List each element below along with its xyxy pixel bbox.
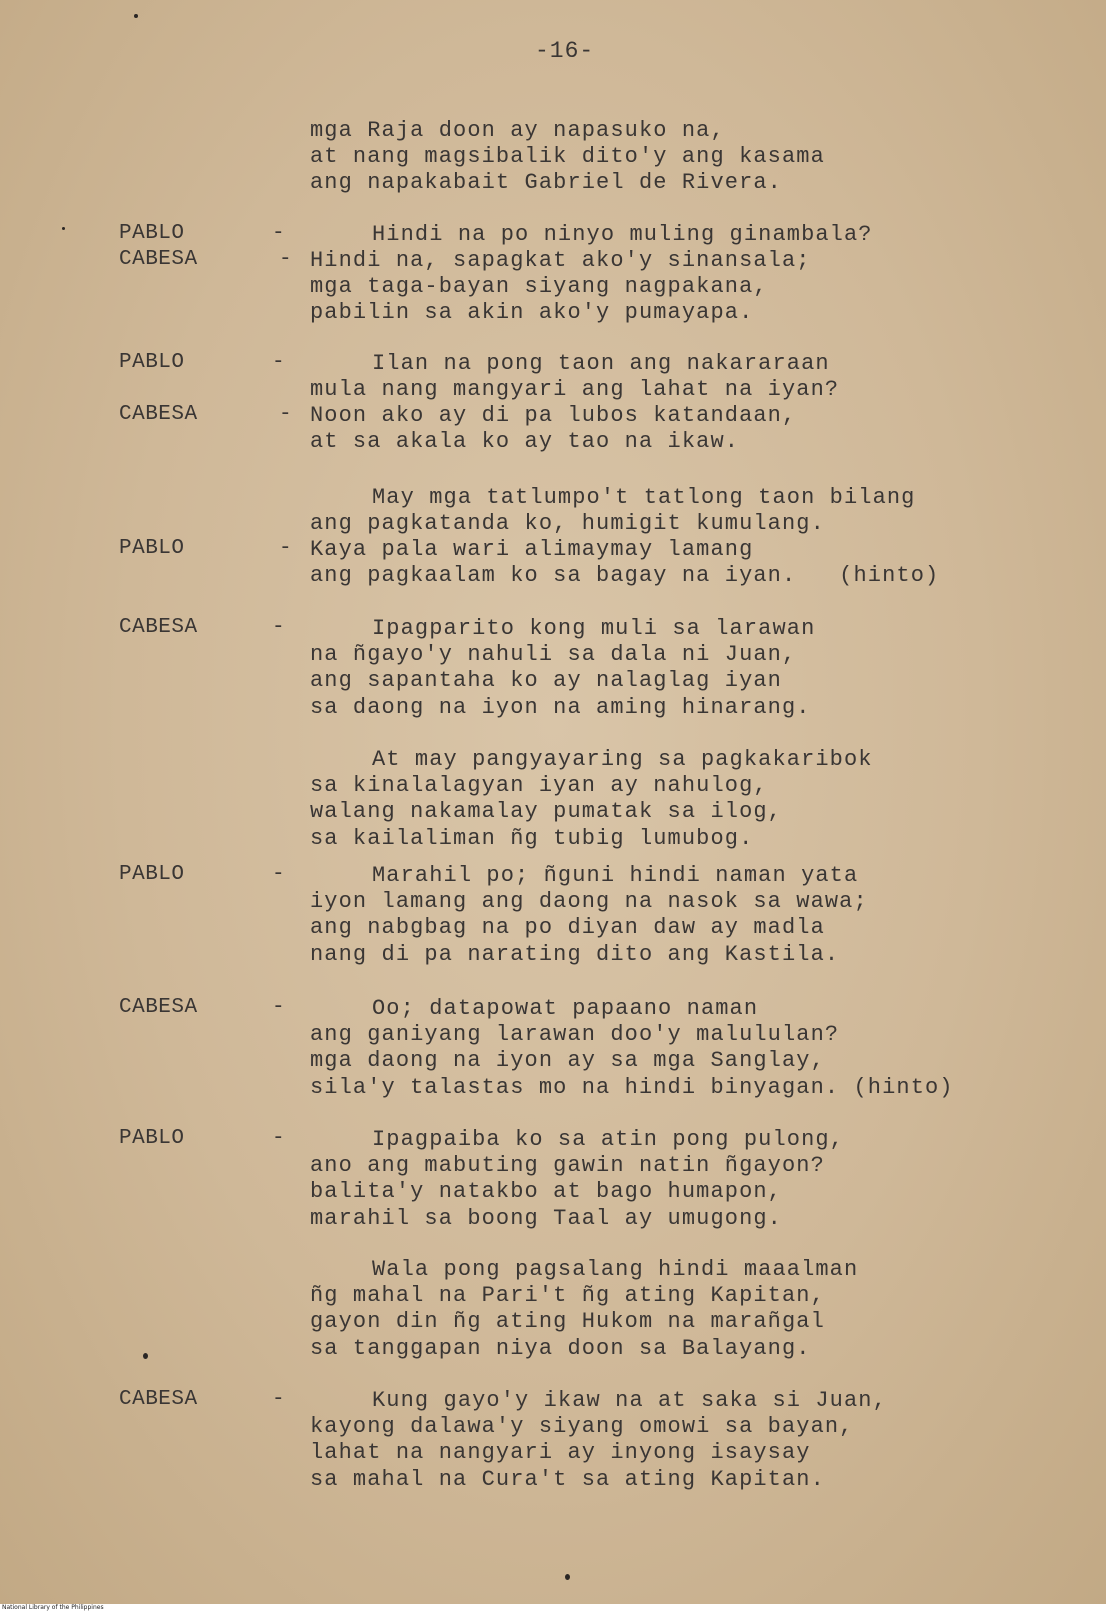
verse-line: Kung gayo'y ikaw na at saka si Juan,	[372, 1388, 887, 1413]
verse-line: Oo; datapowat papaano naman	[372, 996, 759, 1021]
speaker-name: CABESA	[119, 616, 198, 639]
verse-line: iyon lamang ang daong na nasok sa wawa;	[310, 889, 868, 915]
verse-line: ang sapantaha ko ay nalaglag iyan	[310, 668, 782, 694]
verse-line: balita'y natakbo at bago humapon,	[310, 1179, 782, 1205]
speaker-dash: -	[279, 403, 292, 426]
verse-line: mga daong na iyon ay sa mga Sanglay,	[310, 1048, 825, 1074]
verse-line: Hindi na po ninyo muling ginambala?	[372, 222, 873, 247]
verse-line: ñg mahal na Pari't ñg ating Kapitan,	[310, 1283, 825, 1309]
speaker-name: PABLO	[119, 222, 185, 245]
verse-line: gayon din ñg ating Hukom na marañgal	[310, 1309, 825, 1335]
verse-line: sa kinalalagyan iyan ay nahulog,	[310, 773, 768, 799]
speaker-dash: -	[272, 1388, 285, 1411]
verse-line: Kaya pala wari alimaymay lamang	[310, 537, 754, 562]
verse-line: At may pangyayaring sa pagkakaribok	[372, 747, 873, 772]
ink-speck	[134, 14, 138, 18]
verse-line: Hindi na, sapagkat ako'y sinansala;	[310, 248, 811, 273]
verse-line: ang ganiyang larawan doo'y malululan?	[310, 1022, 840, 1048]
verse-line: mula nang mangyari ang lahat na iyan?	[310, 377, 840, 403]
speaker-name: CABESA	[119, 248, 198, 271]
verse-line: kayong dalawa'y siyang omowi sa bayan,	[310, 1414, 854, 1440]
verse-line: Noon ako ay di pa lubos katandaan,	[310, 403, 797, 428]
speaker-name: PABLO	[119, 1127, 185, 1150]
speaker-dash: -	[272, 1127, 285, 1150]
verse-line: nang di pa narating dito ang Kastila.	[310, 941, 840, 967]
ink-speck	[143, 1353, 148, 1359]
verse-line: sa daong na iyon na aming hinarang.	[310, 694, 811, 720]
speaker-name: PABLO	[119, 863, 185, 886]
speaker-dash: -	[272, 616, 285, 639]
speaker-name: PABLO	[119, 351, 185, 374]
verse-line: ano ang mabuting gawin natin ñgayon?	[310, 1153, 825, 1179]
ink-speck	[62, 227, 65, 230]
verse-line: Wala pong pagsalang hindi maaalman	[372, 1257, 859, 1282]
speaker-dash: -	[272, 351, 285, 374]
verse-line: sa kailaliman ñg tubig lumubog.	[310, 825, 754, 851]
verse-line: sa tanggapan niya doon sa Balayang.	[310, 1335, 811, 1361]
ink-speck	[565, 1574, 570, 1580]
footer-credit: National Library of the Philippines	[2, 1604, 104, 1611]
speaker-name: CABESA	[119, 996, 198, 1019]
verse-line: pabilin sa akin ako'y pumayapa.	[310, 300, 754, 326]
verse-line: sa mahal na Cura't sa ating Kapitan.	[310, 1466, 825, 1492]
verse-line: walang nakamalay pumatak sa ilog,	[310, 799, 782, 825]
speaker-name: CABESA	[119, 1388, 198, 1411]
verse-line: Marahil po; ñguni hindi naman yata	[372, 863, 859, 888]
speaker-dash: -	[272, 222, 285, 245]
verse-line: ang napakabait Gabriel de Rivera.	[310, 170, 782, 196]
verse-line: lahat na nangyari ay inyong isaysay	[310, 1440, 811, 1466]
verse-line: Ipagparito kong muli sa larawan	[372, 616, 816, 641]
speaker-dash: -	[272, 996, 285, 1019]
verse-line: mga Raja doon ay napasuko na,	[310, 118, 725, 143]
verse-line: ang pagkatanda ko, humigit kumulang.	[310, 511, 825, 537]
footer-bar	[0, 1604, 1106, 1613]
verse-line: ang pagkaalam ko sa bagay na iyan. (hinto)	[310, 563, 940, 589]
speaker-dash: -	[279, 537, 292, 560]
verse-line: mga taga-bayan siyang nagpakana,	[310, 274, 768, 300]
verse-line: marahil sa boong Taal ay umugong.	[310, 1205, 782, 1231]
verse-line: Ipagpaiba ko sa atin pong pulong,	[372, 1127, 844, 1152]
verse-line: na ñgayo'y nahuli sa dala ni Juan,	[310, 642, 797, 668]
speaker-name: CABESA	[119, 403, 198, 426]
page-number: -16-	[535, 38, 595, 64]
speaker-dash: -	[279, 248, 292, 271]
verse-line: at sa akala ko ay tao na ikaw.	[310, 429, 740, 455]
verse-line: at nang magsibalik dito'y ang kasama	[310, 144, 825, 170]
verse-line: ang nabgbag na po diyan daw ay madla	[310, 915, 825, 941]
verse-line: Ilan na pong taon ang nakararaan	[372, 351, 830, 376]
verse-line: May mga tatlumpo't tatlong taon bilang	[372, 485, 916, 510]
verse-line: sila'y talastas mo na hindi binyagan. (hinto)	[310, 1074, 954, 1100]
speaker-name: PABLO	[119, 537, 185, 560]
speaker-dash: -	[272, 863, 285, 886]
